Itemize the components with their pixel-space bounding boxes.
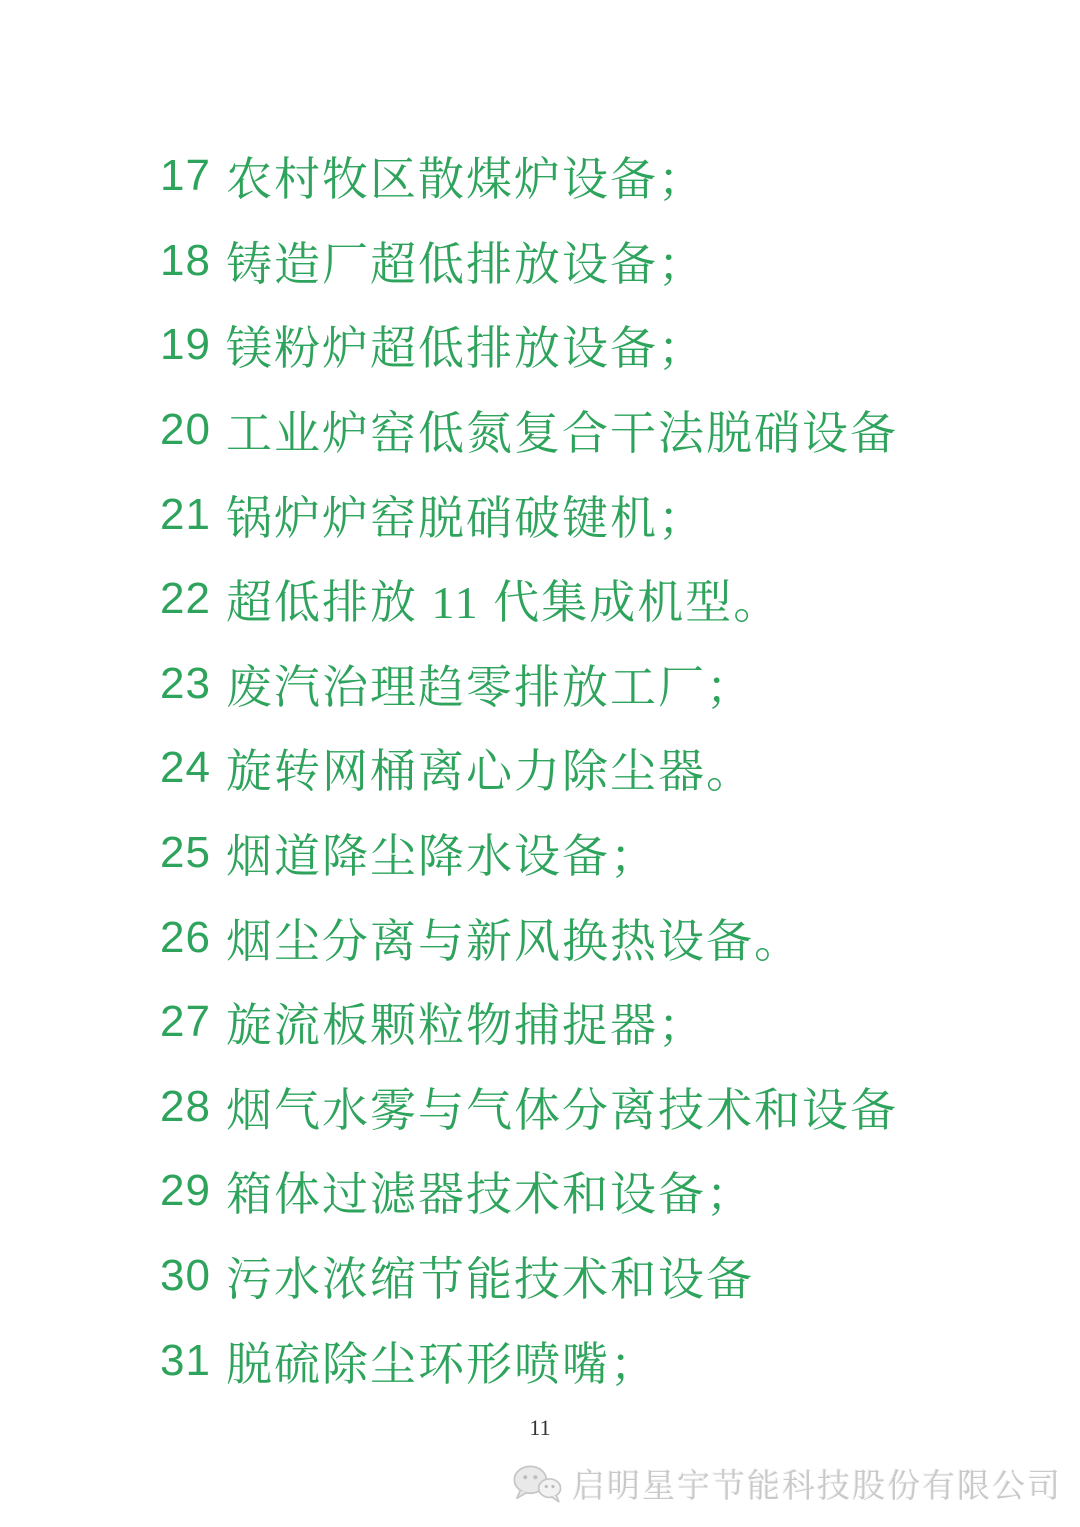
list-item-text: 箱体过滤器技术和设备； bbox=[226, 1169, 754, 1221]
list-item-number: 24 bbox=[160, 743, 211, 793]
list-item bbox=[160, 219, 898, 304]
list-item-number: 28 bbox=[160, 1081, 211, 1131]
equipment-list bbox=[160, 134, 898, 1403]
list-item-text: 烟气水雾与气体分离技术和设备 bbox=[226, 1084, 898, 1136]
list-item-text: 污水浓缩节能技术和设备 bbox=[226, 1254, 754, 1306]
list-item bbox=[160, 1149, 898, 1234]
list-item-number: 27 bbox=[160, 997, 211, 1047]
list-item-number: 25 bbox=[160, 828, 211, 878]
list-item-text: 超低排放 11 代集成机型。 bbox=[226, 577, 782, 629]
list-item-text: 农村牧区散煤炉设备； bbox=[226, 154, 706, 206]
list-item-number: 31 bbox=[160, 1335, 211, 1385]
list-item bbox=[160, 895, 898, 980]
list-item bbox=[160, 726, 898, 811]
list-item-text: 烟道降尘降水设备； bbox=[226, 831, 658, 883]
list-item bbox=[160, 980, 898, 1065]
list-item-text: 废汽治理趋零排放工厂； bbox=[226, 661, 754, 713]
list-item bbox=[160, 1065, 898, 1150]
list-item-number: 18 bbox=[160, 235, 211, 285]
list-item bbox=[160, 134, 898, 219]
list-item-number: 19 bbox=[160, 320, 211, 370]
list-item-text: 旋转网桶离心力除尘器。 bbox=[226, 746, 754, 798]
list-item-text: 工业炉窑低氮复合干法脱硝设备 bbox=[226, 408, 898, 460]
list-item bbox=[160, 642, 898, 727]
list-item-number: 23 bbox=[160, 658, 211, 708]
list-item bbox=[160, 472, 898, 557]
list-item-text: 铸造厂超低排放设备； bbox=[226, 238, 706, 290]
list-item-number: 20 bbox=[160, 405, 211, 455]
company-name: 启明星宇节能科技股份有限公司 bbox=[572, 1469, 1062, 1505]
list-item bbox=[160, 1234, 898, 1319]
list-item bbox=[160, 388, 898, 473]
list-item-number: 30 bbox=[160, 1251, 211, 1301]
list-item bbox=[160, 303, 898, 388]
list-item-number: 17 bbox=[160, 151, 211, 201]
list-item bbox=[160, 1318, 898, 1403]
list-item bbox=[160, 811, 898, 896]
list-item-number: 26 bbox=[160, 912, 211, 962]
list-item-text: 锅炉炉窑脱硝破键机； bbox=[226, 492, 706, 544]
list-item bbox=[160, 557, 898, 642]
list-item-number: 29 bbox=[160, 1166, 211, 1216]
list-item-number: 22 bbox=[160, 574, 211, 624]
list-item-text: 旋流板颗粒物捕捉器； bbox=[226, 1000, 706, 1052]
page-number: 11 bbox=[529, 1415, 551, 1440]
list-item-text: 镁粉炉超低排放设备； bbox=[226, 323, 706, 375]
list-item-number: 21 bbox=[160, 489, 211, 539]
list-item-text: 烟尘分离与新风换热设备。 bbox=[226, 915, 802, 967]
wechat-icon bbox=[510, 1463, 564, 1505]
list-item-text: 脱硫除尘环形喷嘴； bbox=[226, 1338, 658, 1390]
footer-watermark bbox=[510, 1460, 1062, 1507]
